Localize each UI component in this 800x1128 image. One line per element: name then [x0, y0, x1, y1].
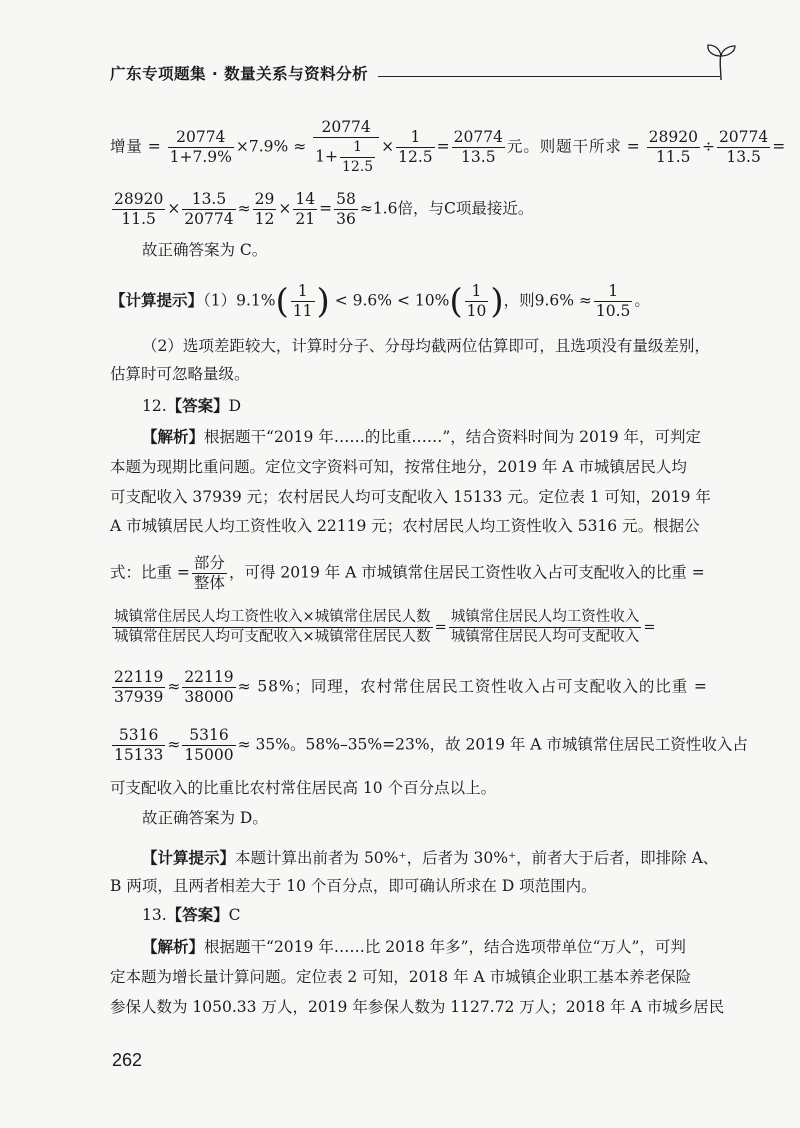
- formula-ratio-line: $\frac{28920}{11.5}$ × $\frac{13.5}{20774}$ ≈ $\frac{29}{12}$ × $\frac{14}{21}$ = $\frac{58}{36}$ ≈1.6倍，与C项最接近。: [114, 190, 534, 228]
- fraction: $\frac{20774}{1+7.9\%}$: [169, 128, 232, 166]
- fraction: $\frac{28920}{11.5}$: [114, 190, 164, 228]
- analysis-12-line-1: 【解析】根据题干“2019 年……的比重……”，结合资料时间为 2019 年，可判定: [142, 428, 702, 446]
- answer-line-1: 故正确答案为 C。: [142, 241, 268, 259]
- fraction: $\frac{58}{36}$: [336, 190, 356, 228]
- analysis-12-line-5: 式：比重 = $\frac{\text{部分}}{\text{整体}}$ ，可得 2019 年 A 市城镇常住居民工资性收入占可支配收入的比重 =: [110, 554, 705, 592]
- analysis-13-line-1: 【解析】根据题干“2019 年……比 2018 年多”，结合选项带单位“万人”，可判: [142, 938, 686, 956]
- header-title: 广东专项题集 · 数量关系与资料分析: [110, 65, 369, 83]
- fraction-nested: 20774 1+ $\frac{1}{12.5}$: [313, 118, 379, 177]
- analysis-12-line-9: 可支配收入的比重比农村常住居民高 10 个百分点以上。: [110, 779, 497, 797]
- hint-line-1: 【计算提示】（1）9.1%( $\frac{1}{11}$ ) < 9.6% < 10%( $\frac{1}{10}$ )，则9.6% ≈ $\frac{1}{10.5}$ 。: [110, 281, 650, 322]
- analysis-13-line-2: 定本题为增长量计算问题。定位表 2 可知，2018 年 A 市城镇企业职工基本养老保险: [110, 968, 692, 986]
- hint-line-2: （2）选项差距较大，计算时分子、分母均截两位估算即可，且选项没有量级差别，: [142, 337, 710, 355]
- fraction: $\frac{13.5}{20774}$: [184, 190, 234, 228]
- hint3-line-2: B 两项，且两者相差大于 10 个百分点，即可确认所求在 D 项范围内。: [110, 877, 597, 895]
- header-rule: [378, 76, 720, 77]
- question-12-answer: 12.【答案】D: [142, 397, 242, 415]
- increment-label: 增量: [110, 137, 143, 156]
- fraction: $\frac{28920}{11.5}$: [648, 128, 698, 166]
- fraction: $\frac{20774}{13.5}$: [453, 128, 503, 166]
- answer-line-2: 故正确答案为 D。: [142, 809, 268, 827]
- hint-line-3: 估算时可忽略量级。: [110, 365, 250, 383]
- formula-rural-ratio-line: $\frac{5316}{15133}$ ≈ $\frac{5316}{15000}$ ≈ 35%。58%–35%=23%，故 2019 年 A 市城镇常住居民工资性收入占: [114, 726, 748, 764]
- formula-urban-ratio-line: $\frac{22119}{37939}$ ≈ $\frac{22119}{38000}$ ≈ 58%；同理，农村常住居民工资性收入占可支配收入的比重 =: [114, 668, 708, 706]
- fraction: $\frac{20774}{13.5}$: [718, 128, 769, 166]
- formula-increment-line: 增量 = $\frac{20774}{1+7.9\%}$ ×7.9% ≈ 20774 1+ $\frac{1}{12.5}$ × $\frac{1}{12.5}$ = $\frac{20774}{13.5}$ 元。则题干所求 = $\frac{28920}{11.5}$ ÷ $\frac{20774}{13.5}$ =: [110, 118, 786, 175]
- analysis-12-line-4: A 市城镇居民人均工资性收入 22119 元；农村居民人均工资性收入 5316 元。根据公: [110, 517, 700, 535]
- formula-big-fraction-line: $\frac{\text{城镇常住居民人均工资性收入×城镇常住居民人数}}{\text{城镇常住居民人均可支配收入×城镇常住居民人数}}$ = $\frac{\text{城镇常住居民人均工资性收入}}{\text{城镇常住居民人均可支配收入}}$ =: [114, 609, 656, 645]
- fraction: $\frac{1}{12.5}$: [398, 128, 433, 166]
- hint3-line-1: 【计算提示】本题计算出前者为 50%⁺，后者为 30%⁺，前者大于后者，即排除 A、: [142, 849, 719, 867]
- fraction: $\frac{14}{21}$: [295, 190, 316, 228]
- analysis-12-line-2: 本题为现期比重问题。定位文字资料可知，按常住地分，2019 年 A 市城镇居民人均: [110, 458, 687, 476]
- page-number: 262: [112, 1050, 143, 1070]
- analysis-13-line-3: 参保人数为 1050.33 万人，2019 年参保人数为 1127.72 万人；2018 年 A 市城乡居民: [110, 998, 725, 1016]
- running-header: [110, 62, 720, 84]
- hint-label: 【计算提示】: [110, 291, 204, 310]
- sprout-ornament-icon: [704, 42, 738, 82]
- fraction: $\frac{29}{12}$: [254, 190, 275, 228]
- analysis-12-line-3: 可支配收入 37939 元；农村居民人均可支配收入 15133 元。定位表 1 可知，2019 年: [110, 488, 711, 506]
- question-13-answer: 13.【答案】C: [142, 906, 241, 924]
- analysis-label: 【解析】: [142, 428, 205, 446]
